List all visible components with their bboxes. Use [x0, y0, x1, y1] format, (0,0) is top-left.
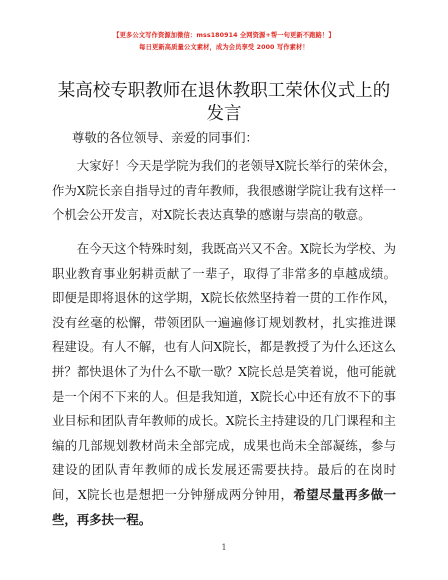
promo-banner-line2: 每日更新高质量公文素材，成为会员享受 2000 写作素材！: [139, 44, 309, 51]
promo-banner-line1: 【更多公文写作资源加微信：mss180914 全网资源+帮一句更新不跑路！】: [113, 32, 335, 39]
document-title: 某高校专职教师在退休教职工荣休仪式上的发言: [57, 81, 391, 124]
paragraph-2-bold: 希望尽量再多做一些，再多扶一程。: [52, 486, 397, 527]
paragraph-2-text: 在今天这个特殊时刻，我既高兴又不舍。X院长为学校、为职业教育事业躬耕贡献了一辈子，取得了非常多的卓越成绩。即便是即将退休的这学期，X院长依然坚持着一贯的工作作风，没有丝毫的松懈，带领团队一遍遍修订规划教材，扎实推进课程建设。有人不解，也有人问X院长，都是教授了为什么还这么拼？都快退休了为什么不歇一歇？X院长总是笑着说，他可能就是一个闲不下来的人。但是我知道，X院长心中还有放不下的事业目标和团队青年教师的成长。X院长主持建设的几门课程和主编的几部规划教材尚未全部完成，成果也尚未全部凝练，参与建设的团队青年教师的成长发展还需要扶持。最后的在岗时间，X院长也是想把一分钟掰成两分钟用，: [52, 241, 396, 502]
greeting: 尊敬的各位领导、亲爱的同事们：: [72, 130, 258, 145]
paragraph-1: 大家好！今天是学院为我们的老领导X院长举行的荣休会，作为X院长亲自指导过的青年教师，我很感谢学院让我有这样一个机会公开发言，对X院长表达真挚的感谢与崇高的敬意。: [52, 158, 396, 223]
page-number: 1: [221, 543, 227, 552]
paragraph-2: [52, 237, 396, 532]
